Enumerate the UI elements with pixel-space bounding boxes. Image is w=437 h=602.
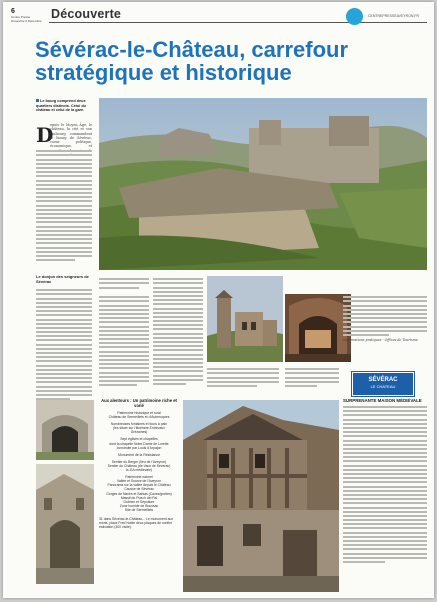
body-column-5 (285, 366, 339, 389)
sign-line-1: SÉVÉRAC (368, 377, 398, 383)
sidebar-group (99, 422, 179, 434)
newspaper-name: Centre Presse (11, 15, 31, 19)
drop-cap: D (36, 123, 54, 147)
site-url: CENTREPRESSEAVEYRON.FR (368, 14, 420, 18)
newspaper-page (3, 2, 434, 598)
header-rule (49, 22, 427, 23)
sidebar-line: Zone humide de Boussac (119, 503, 159, 508)
sidebar-line: la ZIA médiévale) (125, 468, 153, 473)
newspaper-logo-icon (346, 8, 363, 25)
sidebar-groups (99, 411, 179, 512)
medieval-house-text (343, 406, 427, 563)
article-lede: Le bourg comprend deux quartiers distincts. Celui du château et celui de la gare. (36, 99, 91, 113)
article-title: Sévérac-le-Château, carrefour stratégique et historique (35, 37, 349, 85)
town-sign (352, 372, 414, 396)
sidebar-group (99, 475, 179, 512)
photo-caption (99, 276, 149, 291)
sidebar-line: Sentier du Berger (lieu de l'Aveyron) (111, 459, 167, 464)
fountain-photo (36, 400, 94, 460)
sidebar-heading: Aux alentours : Un patrimoine riche et varié (101, 398, 177, 408)
sidebar-line: Vallée et Source de l'Aveyron (116, 479, 162, 484)
sidebar-line: Site de Sermeillets (124, 507, 154, 512)
body-column-3 (153, 276, 203, 387)
sidebar-group (99, 411, 179, 419)
tower-photo (207, 276, 283, 362)
info-column (343, 294, 427, 338)
sidebar-line: Nombreuses fontaines et fours à pain (110, 422, 168, 427)
sidebar-line: Grézaines) (130, 430, 148, 435)
body-column-1b (36, 287, 92, 402)
body-column-2 (99, 294, 149, 388)
village-street-photo (36, 464, 94, 584)
sidebar-line: Causse de Sévérac (124, 487, 154, 492)
body-column-1 (36, 148, 92, 263)
sidebar-line: Dolmen et Sépulture (123, 499, 155, 504)
body-column-4 (207, 366, 279, 389)
sidebar-line: Massif du Puech del Pal (120, 495, 158, 500)
sidebar-line: Panorama sur la vallée depuis le Château (107, 483, 171, 488)
sidebar-group (99, 453, 179, 457)
interior-photo (285, 294, 351, 362)
issue-date: Dimanche 6 Décembre (11, 19, 42, 23)
sidebar-line: Sept églises et chapelles (120, 437, 158, 442)
body-intro: epuis le Moyen Âge, le château, la cité et son faubourg commandent le bourg de Sévérac, coeur politique, économique, et (50, 123, 92, 149)
sidebar-line: dont la chapelle Notre-Dame de Lorette (109, 441, 169, 446)
sidebar-line: Sentier du Château (de Vaux de Séverac) (107, 463, 171, 468)
section-title: Découverte (51, 7, 122, 21)
sidebar-group (99, 460, 179, 472)
medieval-house-box (343, 398, 427, 593)
subheading: Le donjon des seigneurs de Sévérac (36, 274, 89, 284)
sidebar-line: (les situer sur l'itinéraire Entrevaux (113, 426, 165, 431)
sidebar-footer: 31 dans Sévérac-le-Château... Le monument aux morts, place Fred Noble deux plaques de confier estivation (300 visite). (99, 516, 174, 530)
sidebar-line: Patrimoine naturel (125, 475, 153, 480)
medieval-house-heading: SURPRENANTE MAISON MÉDIÉVALE (343, 398, 422, 403)
sidebar-line: Patrimoine historique et rural (117, 411, 161, 415)
sidebar-line: construite par Louis d'Arpajon (116, 445, 162, 450)
info-caption: Informations pratiques - Offices de Tourisme (343, 338, 418, 342)
main-photo-castle (99, 98, 427, 270)
page-header-left (11, 8, 42, 23)
medieval-house-photo (183, 400, 339, 592)
sidebar-line: Château de Sermeillets et d'Auberoques (108, 415, 170, 420)
sidebar-line: Gorges de Naves et Sabias (Caves/grottes) (106, 491, 172, 496)
page-number: 6 (11, 8, 15, 15)
sidebar-box (99, 398, 179, 588)
sidebar-group (99, 437, 179, 449)
sidebar-line: Monument de la Résistance (117, 452, 161, 457)
sign-line-2: LE CHATEAU (370, 384, 396, 389)
